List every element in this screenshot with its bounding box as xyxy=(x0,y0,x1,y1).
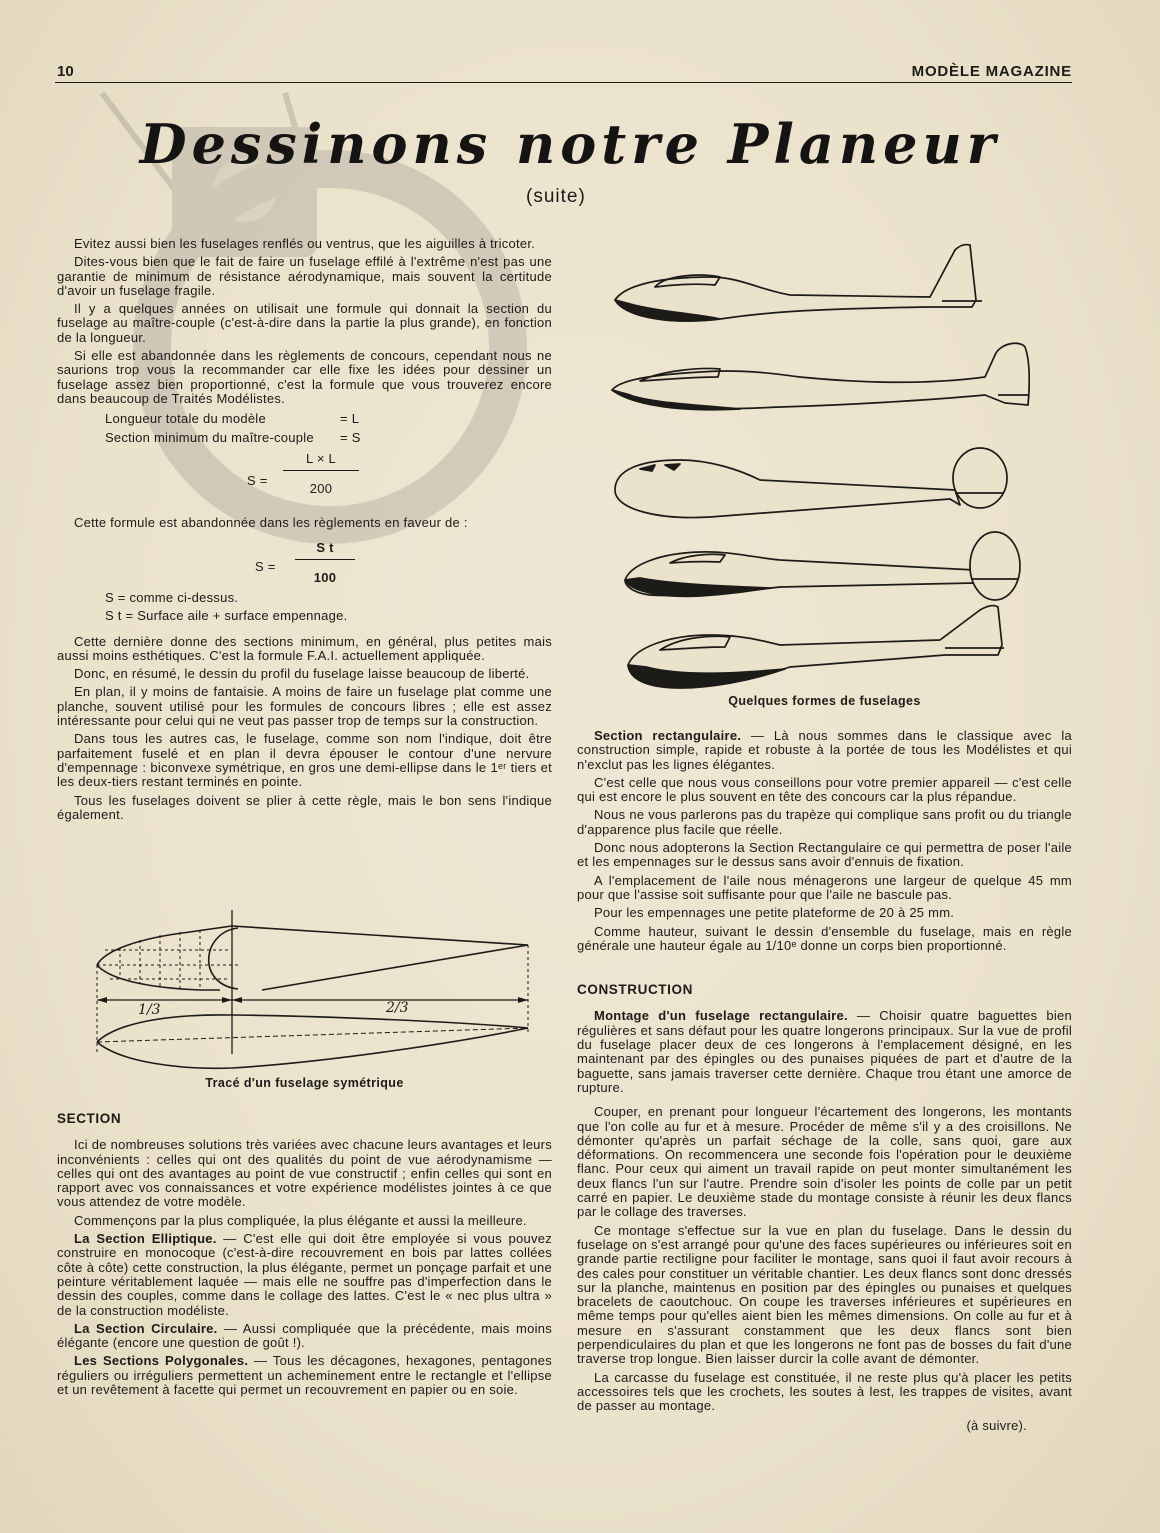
paragraph-text: — Choisir quatre baguettes bien régulières et sans défaut pour les quatre longerons principaux. Sur la vue de profil du fuselage placer deux de ces longerons à l'emplacement désigné, en les maintenant par des épingles ou des punaises piquées de part et d'autre de la baguette, sans jamais traverser cette dernière. Chaque trou étant une amorce de rupture. xyxy=(577,1008,1072,1095)
body-paragraph: Nous ne vous parlerons pas du trapèze qui complique sans profit ou du triangle d'apparence plus facile que réelle. xyxy=(577,807,1072,837)
formula-fai-numerator: S t xyxy=(316,539,334,555)
arrow-head xyxy=(518,997,528,1003)
left-body xyxy=(57,635,552,823)
section-rectangulaire xyxy=(577,729,1072,772)
construction-paragraph: Ce montage s'effectue sur la vue en plan du fuselage. Dans le dessin du fuselage on s'est arrangé pour qu'une des faces supérieures ou inférieures soit en grande partie rectiligne pour faciliter le montage, sans quoi il faut avoir recours à des cales pour constituer un véritable chantier. Les deux flancs sont donc dressés sur la planche, maintenus en position par des épingles ou punaises et quelques bracelets de caoutchouc. On coupe les traverses inférieures et supérieures en même temps pour qu'elles aient bien les mêmes dimensions. On colle au fur et à mesure en s'assurant constamment que les deux flancs sont bien perpendiculaires du plan et que les longerons ne font pas de bosses du fait d'une traverse trop longue. Bien laisser durcir la colle avant de démonter. xyxy=(577,1222,1072,1367)
section-elliptique xyxy=(57,1232,552,1318)
intro-paragraph: Evitez aussi bien les fuselages renflés ou ventrus, que les aiguilles à tricoter. xyxy=(74,236,536,251)
magazine-name: MODÈLE MAGAZINE xyxy=(911,63,1072,80)
run-in-heading: La Section Circulaire. xyxy=(74,1320,218,1336)
body-paragraph: Donc, en résumé, le dessin du profil du fuselage laisse beaucoup de liberté. xyxy=(74,666,530,682)
formula-numerator: L × L xyxy=(305,451,337,467)
montage-paragraph xyxy=(577,1009,1072,1095)
header-rule xyxy=(55,82,1072,83)
formula-fai xyxy=(57,535,552,627)
profile-lower-line xyxy=(262,945,528,990)
section-heading: SECTION xyxy=(57,1111,122,1126)
arrow-head xyxy=(97,997,107,1003)
intro-paragraph: Dites-vous bien que le fait de faire un fuselage effilé à l'extrême n'est pas une garantie de minimum de résistance aérodynamique, mais souvent la certitude d'avoir un fuselage fragile. xyxy=(57,254,552,298)
glider-silhouette-4 xyxy=(625,532,1020,600)
symmetric-fuselage-diagram xyxy=(80,902,550,1082)
glider-silhouette-5 xyxy=(628,606,1004,688)
right-column xyxy=(577,729,1072,1447)
definition-st: S t = Surface aile + surface empennage. xyxy=(105,607,348,623)
body-paragraph: Dans tous les autres cas, le fuselage, comme son nom l'indique, doit être parfaitement fuselé et en plan il devra épouser le contour d'une nervure d'empennage : biconvexe symétrique, en gros une demi-ellipse dans le 1ᵉʳ tiers et les deux-tiers restant terminés en pointe. xyxy=(57,731,552,790)
paragraph-text: — Tous les décagones, hexagones, pentagones réguliers ou irréguliers permettent un acheminement entre le rectangle et l'ellipse et un revêtement à facette qui permet un recouvrement en papier ou en soie. xyxy=(57,1353,552,1398)
body-paragraph: Tous les fuselages doivent se plier à cette règle, mais le bon sens l'indique également. xyxy=(57,792,552,822)
continued-note: (à suivre). xyxy=(966,1418,1027,1434)
run-in-heading: La Section Elliptique. xyxy=(74,1231,217,1247)
body-paragraph: C'est celle que nous vous conseillons pour votre premier appareil — c'est celle qui est encore le plus souvent en tête des concours car la plus répandue. xyxy=(577,774,1072,805)
construction-heading: CONSTRUCTION xyxy=(577,982,693,998)
paragraph-text: — C'est elle qui doit être employée si vous pouvez construire en monocoque (c'est-à-dire recouvrement en bois par lattes collées côte à côte) cette construction, la plus élégante, permet un ponçage parfait et une peinture véritablement laquée — mais elle ne souffre pas d'imperfection dans le dessin des couples, comme dans le collage des lattes. C'est le « nec plus ultra » de la construction modéliste. xyxy=(57,1231,552,1318)
plan-lower-line xyxy=(97,1028,528,1068)
left-column-section xyxy=(57,1112,552,1401)
arrow-head xyxy=(222,997,232,1003)
body-paragraph: En plan, il y moins de fantaisie. A moins de faire un fuselage plat comme une planche, souvent utilisé pour les formules de concours libres ; elle est assez intéressante pour celui qui ne veut pas passer trop de temps sur la construction. xyxy=(57,684,552,729)
run-in-heading: Section rectangulaire. xyxy=(594,728,742,743)
fraction-bar xyxy=(283,470,359,471)
label-one-third: 1/3 xyxy=(138,1002,161,1018)
intro-paragraph: Il y a quelques années on utilisait une formule qui donnait la section du fuselage au maître-couple (c'est-à-dire dans la partie la plus grande), en fonction de la longueur. xyxy=(57,301,552,345)
formula-length-label: Longueur totale du modèle xyxy=(105,411,266,427)
formula-length xyxy=(57,412,552,502)
article-title: Dessinons notre Planeur xyxy=(139,112,1001,176)
formula-section-value: = S xyxy=(340,430,361,446)
fraction-bar xyxy=(295,559,355,560)
shapes-caption: Quelques formes de fuselages xyxy=(728,694,921,708)
profile-upper-line xyxy=(97,926,528,965)
left-column-upper xyxy=(57,237,552,826)
glider-silhouette-1 xyxy=(615,245,982,321)
formula-fai-denominator: 100 xyxy=(313,569,337,585)
glider-silhouette-3 xyxy=(615,448,1007,518)
body-paragraph: Cette dernière donne des sections minimum, en général, plus petites mais aussi moins esthétiques. C'est la formule F.A.I. actuellement appliquée. xyxy=(57,633,552,663)
formula-section-label: Section minimum du maître-couple xyxy=(105,430,314,446)
body-paragraph: Donc nous adopterons la Section Rectangulaire ce qui permettra de poser l'aile et les empennages sur le dessus sans avoir d'ennuis de fixation. xyxy=(577,840,1072,870)
arrow-head xyxy=(232,997,242,1003)
formula-lhs: S = xyxy=(247,473,268,489)
body-paragraph: Comme hauteur, suivant le dessin d'ensemble du fuselage, mais en règle générale une hauteur égale au 1/10ᵉ donne un corps bien proportionné. xyxy=(577,923,1072,953)
body-paragraph: Pour les empennages une petite plateforme de 20 à 25 mm. xyxy=(594,905,955,921)
construction-paragraph: La carcasse du fuselage est constituée, il ne reste plus qu'à placer les petits accessoires tels que les crochets, les soutes à lest, les trappes de visites, avant de passer au montage. xyxy=(577,1369,1072,1414)
definition-s: S = comme ci-dessus. xyxy=(105,589,239,605)
section-circulaire xyxy=(57,1322,552,1351)
fuselage-shapes-figure xyxy=(600,235,1030,695)
paragraph-text: — Là nous sommes dans le classique avec la construction simple, rapide et robuste à la portée de tous les Modélistes et qui n'exclut pas les lignes élégantes. xyxy=(577,728,1072,772)
paragraph-text: — Aussi compliquée que la précédente, mais moins élégante (encore une question de goût !). xyxy=(57,1320,552,1351)
formula-length-value: = L xyxy=(340,411,360,427)
article-subtitle: (suite) xyxy=(526,186,586,207)
intro-paragraph: Si elle est abandonnée dans les règlements de concours, cependant nous ne saurions trop vous la recommander car elle fixe les idées pour dessiner un fuselage assez bien proportionné, c'est la formule que vous trouverez encore dans beaucoup de Traités Modélistes. xyxy=(57,348,552,406)
section-paragraph: Ici de nombreuses solutions très variées avec chacune leurs avantages et leurs inconvénients : celles qui ont des qualités du point de vue aérodynamisme — celles qui ont des avantages au point de vue constructif ; enfin celles qui sont en rapport avec vos connaissances et votre expérience modélistes jointes à ce que vous attendez de votre modèle. xyxy=(57,1137,552,1210)
section-paragraph: Commençons par la plus compliquée, la plus élégante et aussi la meilleure. xyxy=(74,1212,527,1228)
run-in-heading: Les Sections Polygonales. xyxy=(74,1353,249,1369)
construction-paragraph: Couper, en prenant pour longueur l'écartement des longerons, les montants que l'on colle au fur et à mesure. Procéder de même s'il y a des croisillons. Ne démonter qu'après un parfait séchage de la colle, sans quoi, gare aux déformations. On recommencera une seconde fois l'opération pour le deuxième flanc. Pour ceux qui aiment un travail rapide on peut monter simultanément les deux flancs l'un sur l'autre. Prendre soin d'isoler les points de colle par un petit carré en papier. Le deuxième stade du montage consiste à réunir les deux flancs par le collage des traverses. xyxy=(577,1104,1072,1220)
section-polygonales xyxy=(57,1354,552,1397)
formula-denominator: 200 xyxy=(309,481,333,497)
transition-paragraph: Cette formule est abandonnée dans les règlements en faveur de : xyxy=(74,515,468,531)
diagram-caption: Tracé d'un fuselage symétrique xyxy=(205,1076,404,1090)
page-number: 10 xyxy=(57,63,74,80)
plan-upper-line xyxy=(97,1015,528,1042)
label-two-thirds: 2/3 xyxy=(386,1000,409,1016)
glider-silhouette-2 xyxy=(612,343,1029,409)
formula-fai-lhs: S = xyxy=(255,558,276,574)
body-paragraph: A l'emplacement de l'aile nous ménagerons une largeur de quelque 45 mm pour que l'assise soit suffisante pour que l'aile ne bascule pas. xyxy=(577,872,1072,902)
section-arc xyxy=(209,928,238,989)
run-in-heading: Montage d'un fuselage rectangulaire. xyxy=(594,1008,848,1024)
profile-nose-lower xyxy=(97,965,220,990)
